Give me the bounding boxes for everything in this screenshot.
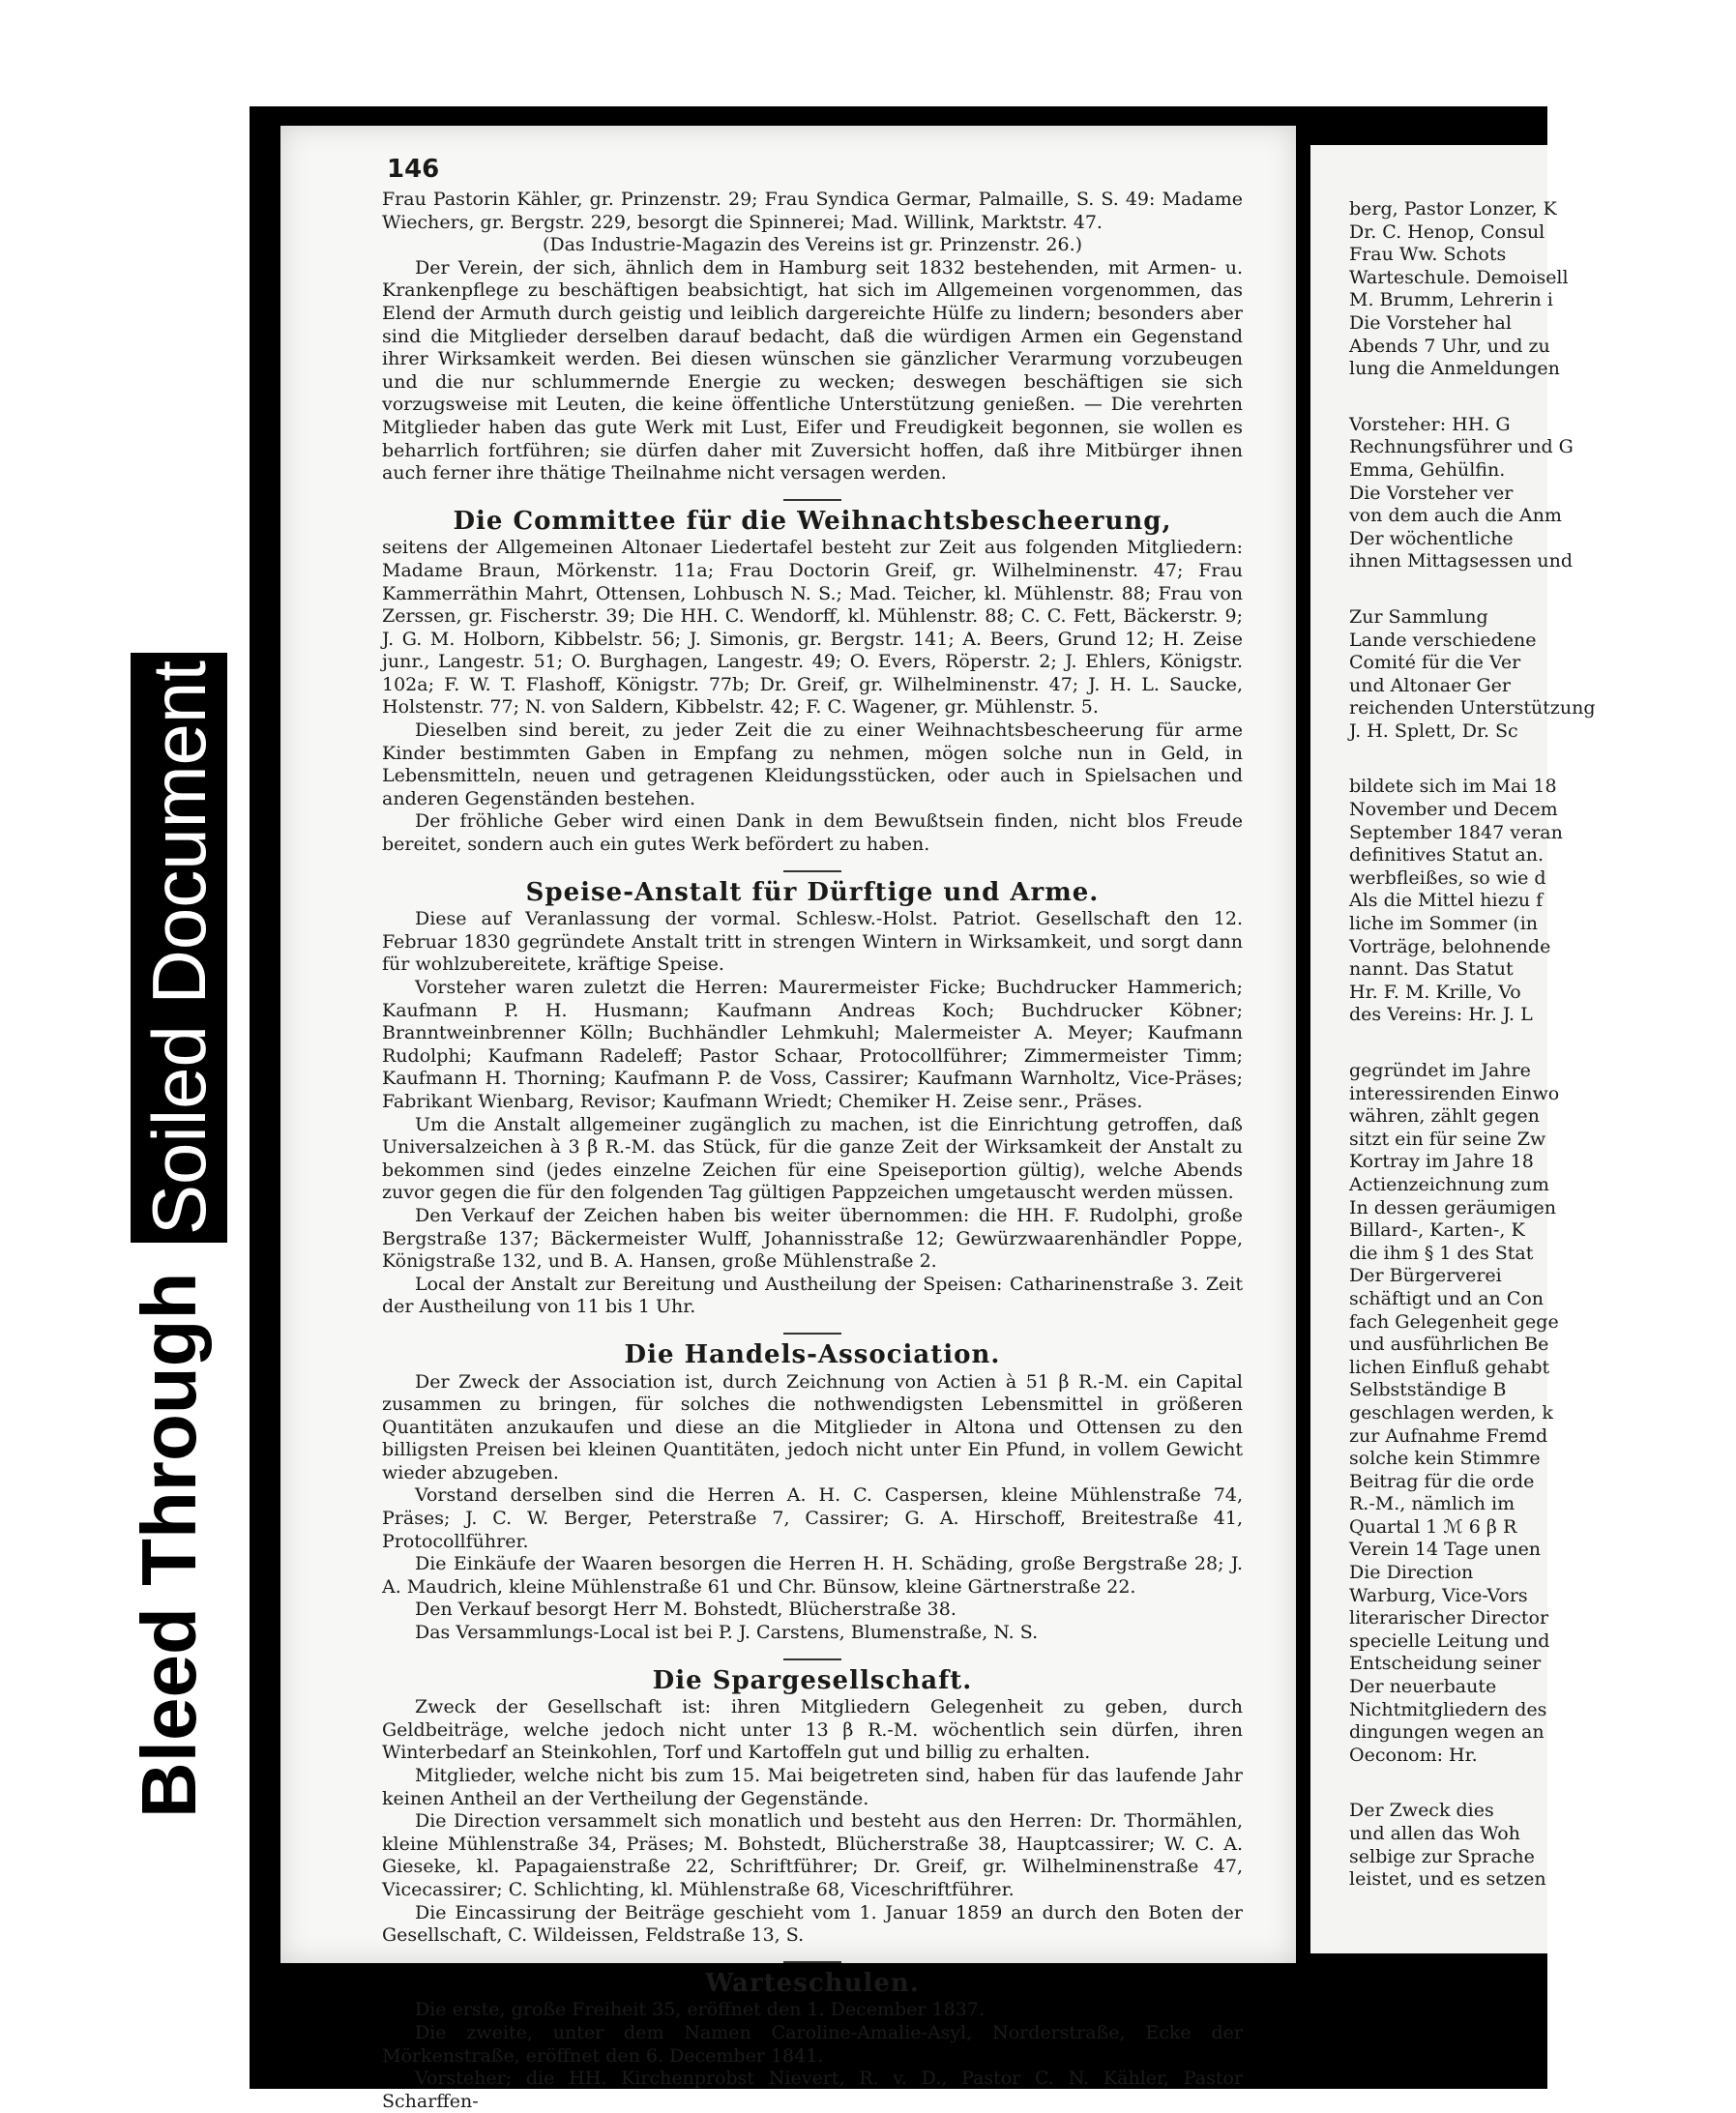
section-paragraph: Den Verkauf besorgt Herr M. Bohstedt, Blücherstraße 38. [415,1599,956,1621]
right-page-line: Quartal 1 ℳ 6 β R [1349,1515,1517,1538]
right-page-line: Der Zweck dies [1349,1800,1494,1822]
right-page-line: J. H. Splett, Dr. Sc [1349,719,1518,742]
section-paragraph: Vorsteher; die HH. Kirchenprobst Nievert, R. v. D., Pastor C. N. Kähler, Pastor Scharffen- [382,2068,1243,2112]
text-column [382,189,1243,2113]
section-paragraph: Die Eincassirung der Beiträge geschieht vom 1. Januar 1859 an durch den Boten der Gesellschaft, C. Wildeissen, Feldstraße 13, S. [382,1901,1243,1947]
right-page-line: Actienzeichnung zum [1349,1173,1549,1195]
right-page-line: Kortray im Jahre 18 [1349,1151,1534,1173]
right-page-line: Vorträge, belohnende [1349,935,1551,957]
right-page-line: September 1847 veran [1349,821,1563,843]
right-page-line: gegründet im Jahre [1349,1060,1531,1081]
right-page-line: fach Gelegenheit gege [1349,1310,1559,1333]
line-gap [1349,381,1736,414]
section-paragraph: Zweck der Gesellschaft ist: ihren Mitgliedern Gelegenheit zu geben, durch Geldbeiträge, welche jedoch nicht unter 13 β R.-M. wöchentlich sein dürfen, ihren Winterbedarf an Steinkohlen, Torf und Kartoffeln gut und billig zu erhalten. [382,1696,1243,1764]
right-page-line: reichenden Unterstützung [1349,697,1596,719]
right-page-line: ihnen Mittagsessen und [1349,550,1574,572]
right-page-line: und ausführlichen Be [1349,1334,1549,1356]
right-page-line: Die Vorsteher ver [1349,482,1514,504]
right-page-line: Frau Ww. Schots [1349,244,1507,266]
section-paragraph: Die Einkäufe der Waaren besorgen die Herren H. H. Schäding, große Bergstraße 28; J. A. Maudrich, kleine Mühlenstraße 61 und Chr. Bünsow, kleine Gärtnerstraße 22. [382,1553,1243,1598]
bleed-through-label: Bleed Through [126,1272,212,1818]
right-page-line: Zur Sammlung [1349,605,1488,628]
right-page-line: Emma, Gehülfin. [1349,458,1506,481]
section-paragraph: Die Direction versammelt sich monatlich und besteht aus den Herren: Dr. Thormählen, kleine Mühlenstraße 34, Präses; M. Bohstedt, Blücherstraße 38, Hauptcassirer; W. C. A. Gieseke, kl. Papagaienstraße 22, Schriftführer; Dr. Greif, gr. Wilhelminenstraße 47, Vicecassirer; C. Schlichting, kl. Mühlenstraße 68, Viceschriftführer. [382,1810,1243,1900]
right-page-line: liche im Sommer (in [1349,913,1539,935]
page-number: 146 [387,155,440,184]
right-page-line: Oeconom: Hr. [1349,1744,1478,1766]
right-page-line: interessirenden Einwo [1349,1082,1560,1104]
line-gap [1349,743,1736,776]
right-page-line: Vorsteher: HH. G [1349,413,1511,435]
right-page-line: schäftigt und an Con [1349,1287,1545,1309]
right-page-line: geschlagen werden, k [1349,1401,1553,1423]
right-page-line: Der Bürgerverei [1349,1265,1502,1287]
line-gap [1349,573,1736,606]
right-page-line: und allen das Woh [1349,1823,1520,1844]
right-page-line: Warteschule. Demoisell [1349,266,1569,288]
right-page-line: selbige zur Sprache [1349,1845,1535,1867]
section-paragraph: Den Verkauf der Zeichen haben bis weiter übernommen: die HH. F. Rudolphi, große Bergstraße 137; Bäckermeister Wulff, Johannisstraße 12; Gewürzwaarenhändler Poppe, Königstraße 132, und B. A. Hansen, große Mühlenstraße 2. [382,1204,1243,1273]
right-page-line: Abends 7 Uhr, und zu [1349,335,1550,357]
right-page-line: definitives Statut an. [1349,844,1545,866]
right-page-line: Der neuerbaute [1349,1676,1497,1698]
right-page-line: die ihm § 1 des Stat [1349,1242,1534,1264]
right-page-line: specielle Leitung und [1349,1629,1550,1652]
section-paragraph: Die erste, große Freiheit 35, eröffnet den 1. December 1837. [415,1999,985,2021]
right-page-line: sitzt ein für seine Zw [1349,1128,1546,1150]
section-paragraph: Vorstand derselben sind die Herren A. H. C. Caspersen, kleine Mühlenstraße 74, Präses; J. C. W. Berger, Peterstraße 7, Cassirer; G. A. Hirschoff, Breitestraße 41, Protocollführer. [382,1484,1243,1552]
section-heading: Die Handels-Association. [624,1339,1001,1369]
right-page-line: und Altonaer Ger [1349,674,1511,696]
intro-paragraph: Frau Pastorin Kähler, gr. Prinzenstr. 29; Frau Syndica Germar, Palmaille, S. S. 49: Madame Wiechers, gr. Bergstr. 229, besorgt die Spinnerei; Mad. Willink, Marktstr. 47. [382,189,1243,233]
right-page-line: R.-M., nämlich im [1349,1493,1515,1515]
section-heading: Die Spargesellschaft. [652,1665,973,1695]
right-page-line: Dr. C. Henop, Consul [1349,220,1545,243]
right-page-line: Rechnungsführer und G [1349,436,1574,458]
right-page-line: Die Direction [1349,1562,1474,1584]
section-paragraph: seitens der Allgemeinen Altonaer Liedertafel besteht zur Zeit aus folgenden Mitgliedern: Madame Braun, Mörkenstr. 11a; Frau Doctorin Greif, gr. Wilhelminenstr. 47; Frau Kammerräthin Mahrt, Ottensen, Lohbusch N. S.; Mad. Teicher, kl. Mühlenstr. 88; Frau von Zerssen, gr. Fischerstr. 39; Die HH. C. Wendorff, kl. Mühlenstr. 88; C. C. Fett, Bäckerstr. 9; J. G. M. Holborn, Kibbelstr. 56; J. Simonis, gr. Bergstr. 141; A. Beers, Grund 12; H. Zeise junr., Langestr. 51; O. Burghagen, Langestr. 49; O. Evers, Röperstr. 2; J. Ehlers, Königstr. 102a; F. W. T. Flashoff, Königstr. 77b; Dr. Greif, gr. Wilhelminenstr. 47; J. H. L. Saucke, Holstenstr. 77; N. von Saldern, Kibbelstr. 42; F. C. Wagener, gr. Mühlenstr. 5. [382,537,1243,719]
right-page-line: Hr. F. M. Krille, Vo [1349,981,1521,1003]
right-page-line: zur Aufnahme Fremd [1349,1424,1548,1447]
section-divider [783,1961,841,1963]
section-paragraph: Der fröhliche Geber wird einen Dank in dem Bewußtsein finden, nicht blos Freude bereitet, sondern auch ein gutes Werk befördert zu haben. [382,810,1243,856]
section-divider [783,1333,841,1335]
line-gap [1349,1767,1736,1800]
section-paragraph: Vorsteher waren zuletzt die Herren: Maurermeister Ficke; Buchdrucker Hammerich; Kaufmann P. H. Husmann; Kaufmann Andreas Koch; Buchdrucker Köbner; Branntweinbrenner Kölln; Buchhändler Lehmkuhl; Malermeister A. Meyer; Kaufmann Rudolphi; Kaufmann Radeleff; Pastor Schaar, Protocollführer; Zimmermeister Timm; Kaufmann H. Thorning; Kaufmann P. de Voss, Cassirer; Kaufmann Warnholtz, Vice-Präses; Fabrikant Wienbarg, Revisor; Kaufmann Wriedt; Chemiker H. Zeise senr., Präses. [382,977,1243,1112]
section-heading: Speise-Anstalt für Dürftige und Arme. [525,877,1100,907]
right-page-line: von dem auch die Anm [1349,505,1562,527]
right-page-line: Nichtmitgliedern des [1349,1698,1547,1720]
right-page-line: M. Brumm, Lehrerin i [1349,289,1553,311]
right-page-line: lung die Anmeldungen [1349,358,1560,380]
section-paragraph: Der Zweck der Association ist, durch Zeichnung von Actien à 51 β R.-M. ein Capital zusammen zu bringen, für solches die nothwendigsten Lebensmittel in größeren Quantitäten anzukaufen und diese an die Mitglieder in Altona und Ottensen zu den billigsten Preisen bei kleinen Quantitäten, jedoch nicht unter Ein Pfund, in vollem Gewicht wieder abzugeben. [382,1370,1243,1483]
section-heading: Die Committee für die Weihnachtsbescheerung, [453,506,1172,536]
right-page-line: Warburg, Vice-Vors [1349,1584,1528,1606]
right-page-line: Beitrag für die orde [1349,1470,1535,1492]
right-page-line: Als die Mittel hiezu f [1349,890,1544,912]
right-page-line: solche kein Stimmre [1349,1448,1541,1470]
right-page-line: des Vereins: Hr. J. L [1349,1004,1533,1026]
section-paragraph: Local der Anstalt zur Bereitung und Austheilung der Speisen: Catharinenstraße 3. Zeit der Austheilung von 11 bis 1 Uhr. [382,1273,1243,1318]
left-page [280,126,1296,2112]
right-page-line: Der wöchentliche [1349,527,1514,549]
right-text-column [1349,198,1736,1892]
right-page-line: Die Vorsteher hal [1349,311,1512,334]
section-divider [783,499,841,501]
section-paragraph: Diese auf Veranlassung der vormal. Schlesw.-Holst. Patriot. Gesellschaft den 12. Februar 1830 gegründete Anstalt tritt in strengen Wintern in Wirksamkeit, und sorgt dann für wohlzubereitete, kräftige Speise. [382,908,1243,976]
right-page-line: Selbstständige B [1349,1379,1507,1401]
section-paragraph: Mitglieder, welche nicht bis zum 15. Mai beigetreten sind, haben für das laufende Jahr keinen Antheil an der Vertheilung der Gegenstände. [382,1765,1243,1809]
right-page-line: leistet, und es setzen [1349,1868,1546,1891]
right-page-line: werbfleißes, so wie d [1349,866,1546,889]
section-paragraph: Das Versammlungs-Local ist bei P. J. Carstens, Blumenstraße, N. S. [415,1622,1039,1644]
right-page-line: In dessen geräumigen [1349,1196,1557,1218]
section-heading: Warteschulen. [705,1968,920,1998]
right-page-line: bildete sich im Mai 18 [1349,776,1557,798]
right-page-line: November und Decem [1349,799,1558,821]
section-divider [783,1658,841,1660]
right-page-line: lichen Einfluß gehabt [1349,1356,1550,1378]
section-paragraph: Dieselben sind bereit, zu jeder Zeit die zu einer Weihnachtsbescheerung für arme Kinder bestimmten Gaben in Empfang zu nehmen, mögen solche nun in Geld, in Lebensmitteln, neuen und getragenen Kleidungsstücken, oder auch in Spielsachen und anderen Gegenständen bestehen. [382,719,1243,809]
right-page-line: währen, zählt gegen [1349,1105,1540,1128]
section-paragraph: Die zweite, unter dem Namen Caroline-Amalie-Asyl, Norderstraße, Ecke der Mörkenstraße, eröffnet den 6. December 1841. [382,2021,1243,2067]
right-page-line: dingungen wegen an [1349,1721,1545,1744]
soiled-document-label: Soiled Document [131,653,227,1243]
line-gap [1349,1027,1736,1060]
right-page-line: Billard-, Karten-, K [1349,1219,1525,1242]
right-page-line: Lande verschiedene [1349,629,1537,651]
right-page-line: berg, Pastor Lonzer, K [1349,198,1557,220]
section-paragraph: Um die Anstalt allgemeiner zugänglich zu machen, ist die Einrichtung getroffen, daß Universalzeichen à 3 β R.-M. das Stück, für die ganze Zeit der Wirksamkeit der Anstalt zu bekommen sind (jedes einzelne Zeichen für eine Speiseportion gültig), welche Abends zuvor gegen die für den folgenden Tag gültigen Pappzeichen umgetauscht werden müssen. [382,1113,1243,1204]
right-page [1310,145,1596,1953]
right-page-line: literarischer Director [1349,1607,1549,1629]
section-divider [783,870,841,872]
right-page-line: Verein 14 Tage unen [1349,1539,1542,1561]
intro-paragraph: Der Verein, der sich, ähnlich dem in Hamburg seit 1832 bestehenden, mit Armen- u. Krankenpflege zu beschäftigen beabsichtigt, hat sich im Allgemeinen vorgenommen, das Elend der Armuth durch geistig und leiblich dargereichte Hülfe zu lindern; besonders aber sind die Mitglieder derselben darauf bedacht, daß die würdigen Armen ein Gegenstand ihrer Wirksamkeit werden. Bei diesen wünschen sie gänzlicher Verarmung vorzubeugen und die nur schlummernde Energie zu wecken; deswegen beschäftigen sie sich vorzugsweise mit Leuten, die keine öffentliche Unterstützung genießen. — Die verehrten Mitglieder haben das gute Werk mit Lust, Eifer und Freudigkeit begonnen, sie wollen es beharrlich fortführen; sie dürfen daher mit Zuversicht hoffen, daß ihre Mitbürger ihnen auch ferner ihre thätige Theilnahme nicht versagen werden. [382,256,1243,484]
right-page-line: Entscheidung seiner [1349,1653,1542,1675]
right-page-line: nannt. Das Statut [1349,958,1514,981]
intro-note: (Das Industrie-Magazin des Vereins ist gr. Prinzenstr. 26.) [542,234,1083,256]
right-page-line: Comité für die Ver [1349,652,1521,674]
